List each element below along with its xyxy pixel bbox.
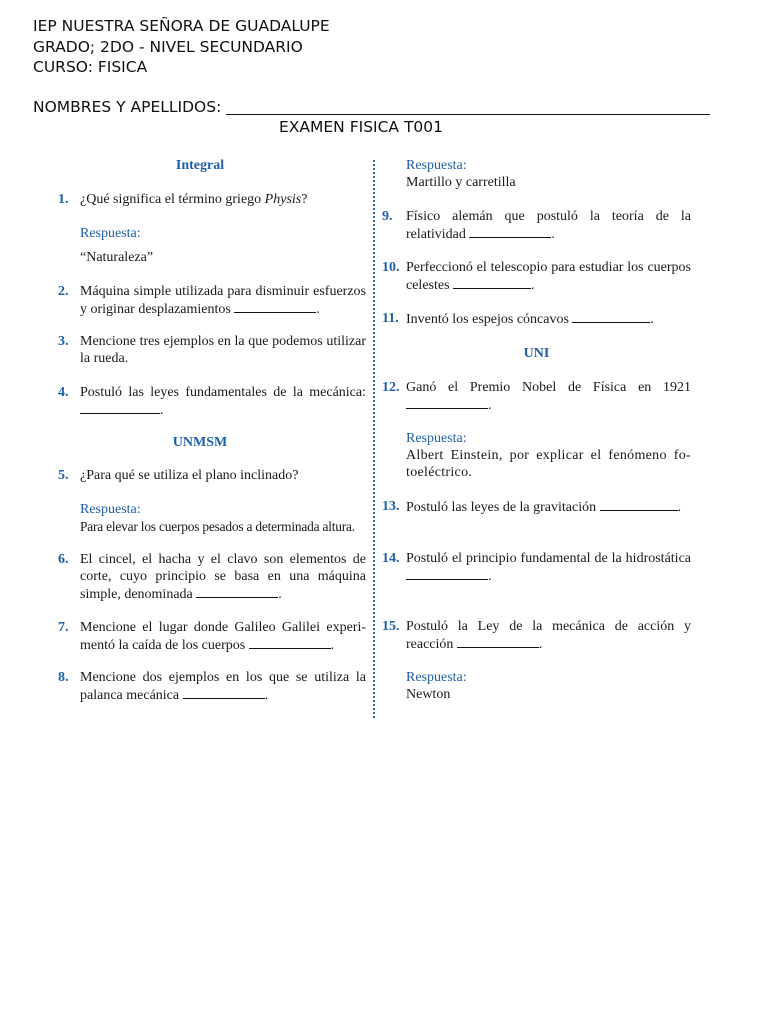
answer-label-top: Respuesta: — [406, 158, 467, 173]
answer-blank-9[interactable] — [469, 225, 551, 238]
grade-line: GRADO; 2DO - NIVEL SECUNDARIO — [33, 38, 303, 56]
school-name: IEP NUESTRA SEÑORA DE GUADALUPE — [33, 17, 330, 35]
question-2: 2. Máquina simple utilizada para disminuir esfuerzos y originar desplazamientos . — [58, 284, 366, 317]
answer-blank-12[interactable] — [406, 396, 488, 409]
question-12: 12. Ganó el Premio Nobel de Física en 1921 . — [382, 380, 691, 413]
answer-label-12: Respuesta: — [406, 431, 467, 446]
answer-label-1: Respuesta: — [80, 226, 141, 241]
answer-blank-2[interactable] — [234, 300, 316, 313]
answer-5: Para elevar los cuerpos pesados a determinada altura. — [80, 519, 355, 534]
answer-blank-11[interactable] — [572, 310, 650, 323]
course-line: CURSO: FISICA — [33, 58, 148, 76]
column-divider — [373, 160, 375, 718]
answer-label-15: Respuesta: — [406, 670, 467, 685]
section-unmsm: UNMSM — [172, 435, 228, 450]
section-integral: Integral — [175, 158, 225, 173]
exam-title: EXAMEN FISICA T001 — [279, 118, 444, 136]
question-11: 11. Inventó los espejos cóncavos . — [382, 311, 654, 327]
question-3: 3. Mencione tres ejemplos en la que podemos utilizar la rueda. — [58, 334, 366, 366]
question-4: 4. Postuló las leyes fundamentales de la mecánica: . — [58, 385, 366, 418]
question-10: 10. Perfeccionó el telescopio para estudiar los cuerpos celestes . — [382, 260, 691, 293]
section-uni: UNI — [523, 346, 550, 361]
answer-blank-14[interactable] — [406, 567, 488, 580]
question-6: 6. El cincel, el hacha y el clavo son elementos de corte, cuyo principio se basa en una máquina simple, denominada . — [58, 552, 366, 602]
question-14: 14. Postuló el principio fundamental de la hidrostática . — [382, 551, 691, 584]
answer-1: “Naturaleza” — [80, 250, 154, 265]
answer-blank-6[interactable] — [196, 585, 278, 598]
answer-blank-10[interactable] — [453, 276, 531, 289]
question-7: 7. Mencione el lugar donde Galileo Galilei experi-mentó la caída de los cuerpos . — [58, 620, 366, 653]
name-label: NOMBRES Y APELLIDOS: — [33, 98, 222, 116]
question-5: 5. ¿Para qué se utiliza el plano inclinado? — [58, 468, 299, 483]
answer-blank-8[interactable] — [183, 686, 265, 699]
question-15: 15. Postuló la Ley de la mecánica de acción y reacción . — [382, 619, 691, 652]
answer-label-5: Respuesta: — [80, 502, 141, 517]
answer-blank-4[interactable] — [80, 401, 160, 414]
answer-top: Martillo y carretilla — [406, 175, 516, 190]
left-column — [58, 0, 366, 740]
question-8: 8. Mencione dos ejemplos en los que se utiliza la palanca mecánica . — [58, 670, 366, 703]
question-9: 9. Físico alemán que postuló la teoría de la relatividad . — [382, 209, 691, 242]
question-1: 1. ¿Qué significa el término griego Physis? — [58, 192, 308, 207]
right-column — [382, 0, 691, 740]
answer-blank-7[interactable] — [249, 636, 331, 649]
answer-blank-13[interactable] — [600, 498, 678, 511]
question-13: 13. Postuló las leyes de la gravitación . — [382, 499, 682, 515]
answer-15: Newton — [406, 687, 451, 702]
answer-12: Albert Einstein, por explicar el fenómeno fo-toeléctrico. — [406, 448, 691, 480]
answer-blank-15[interactable] — [457, 635, 539, 648]
